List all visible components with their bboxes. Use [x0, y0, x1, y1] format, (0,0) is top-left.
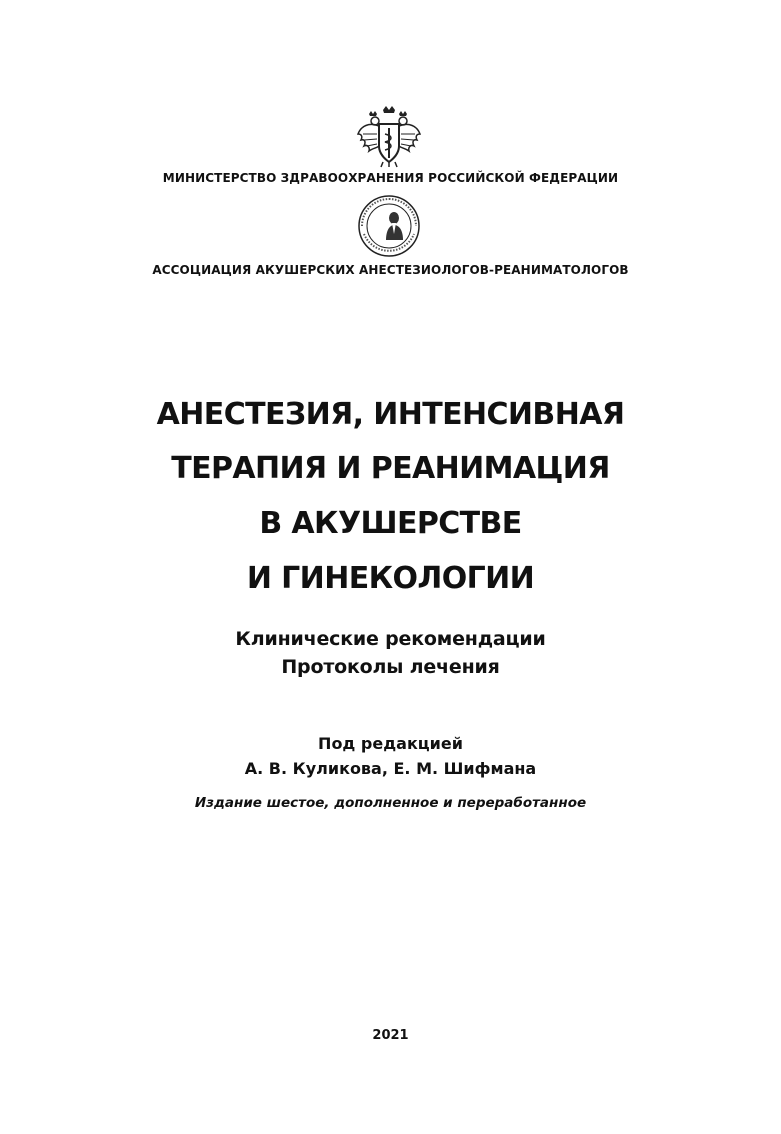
subtitle-line-1: Клинические рекомендации	[235, 628, 546, 650]
ministry-emblem-icon	[355, 104, 423, 168]
title-line-2: ТЕРАПИЯ И РЕАНИМАЦИЯ	[171, 451, 610, 486]
editor-label: Под редакцией	[318, 734, 463, 753]
edition-note: Издание шестое, дополненное и переработанное	[194, 795, 587, 811]
association-logo-icon	[352, 194, 426, 258]
association-name: АССОЦИАЦИЯ АКУШЕРСКИХ АНЕСТЕЗИОЛОГОВ-РЕАНИМАТОЛОГОВ	[152, 263, 629, 277]
subtitle-line-2: Протоколы лечения	[281, 656, 500, 678]
title-line-4: И ГИНЕКОЛОГИИ	[246, 561, 535, 596]
ministry-name: МИНИСТЕРСТВО ЗДРАВООХРАНЕНИЯ РОССИЙСКОЙ ФЕДЕРАЦИИ	[162, 171, 619, 185]
publication-year: 2021	[372, 1028, 409, 1043]
title-line-3: В АКУШЕРСТВЕ	[259, 506, 522, 541]
editors-names: А. В. Куликова, Е. М. Шифмана	[244, 759, 537, 778]
title-line-1: АНЕСТЕЗИЯ, ИНТЕНСИВНАЯ	[156, 397, 625, 432]
